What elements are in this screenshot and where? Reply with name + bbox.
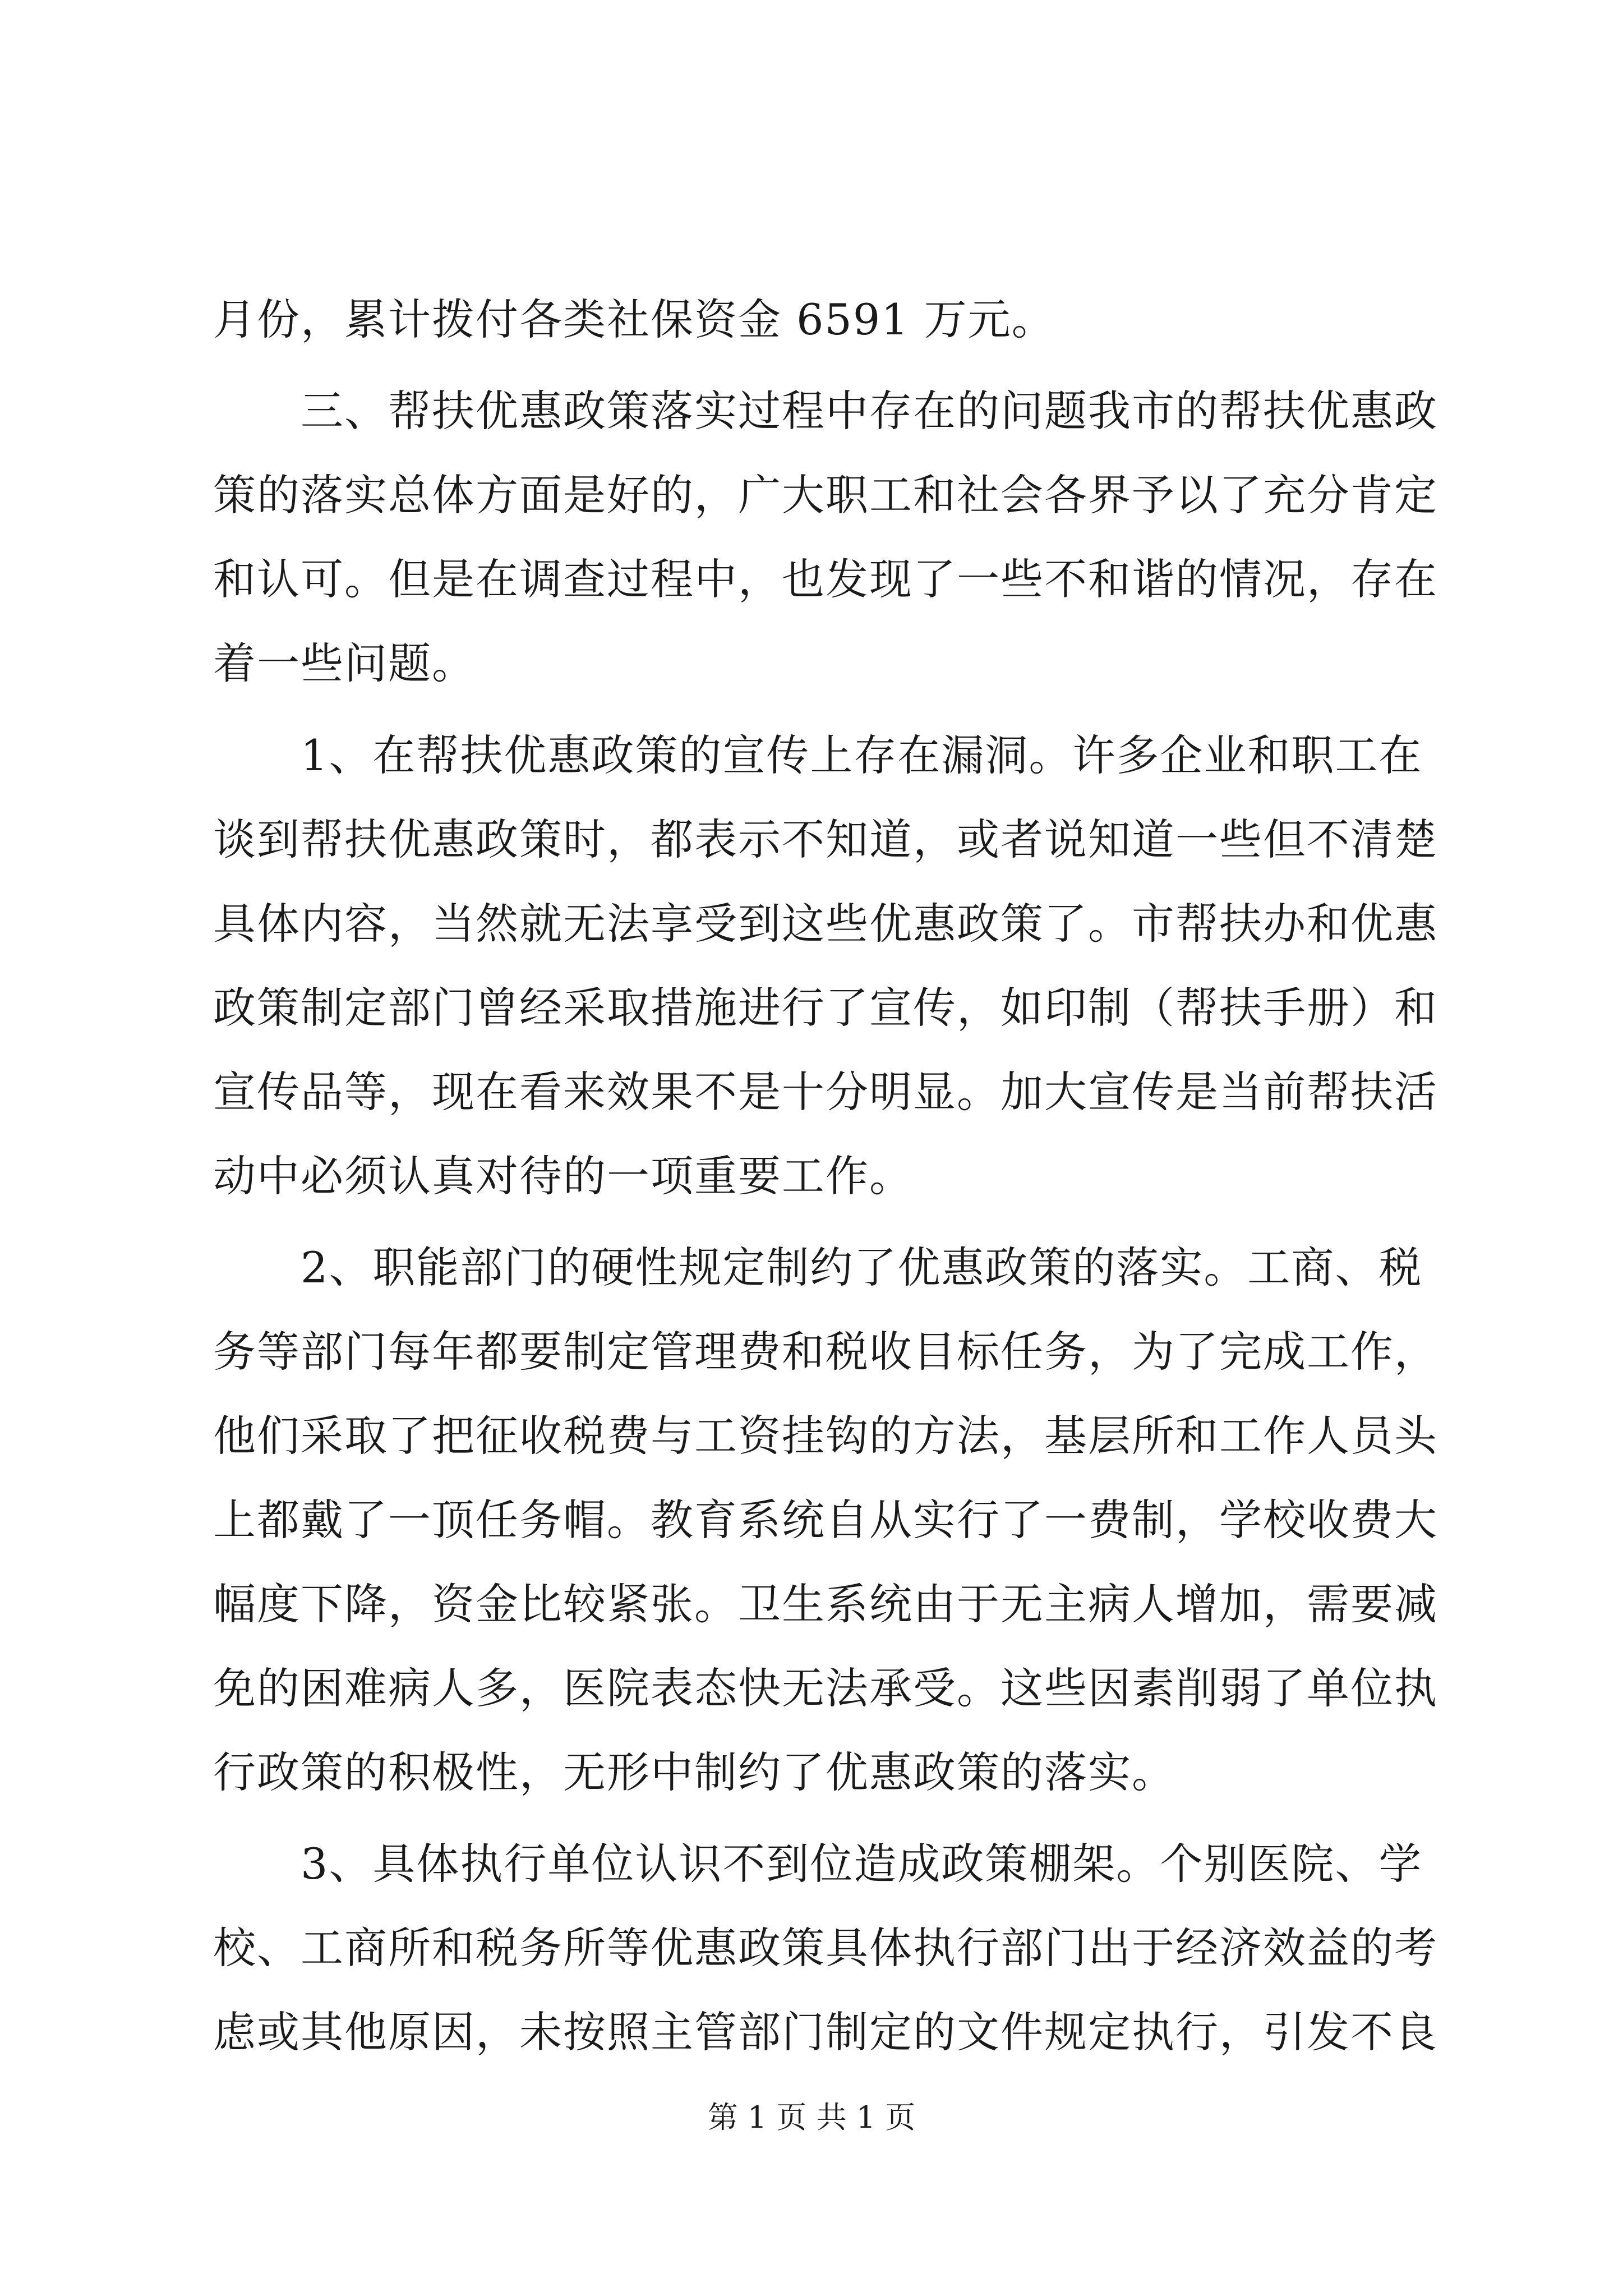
text-line: 动中必须认真对待的一项重要工作。 <box>213 1151 913 1201</box>
text-line: 虑或其他原因，未按照主管部门制定的文件规定执行，引发不良 <box>213 2007 1438 2057</box>
text-line: 宣传品等，现在看来效果不是十分明显。加大宣传是当前帮扶活 <box>213 1067 1438 1117</box>
text-line: 行政策的积极性，无形中制约了优惠政策的落实。 <box>213 1747 1175 1797</box>
text-line: 谈到帮扶优惠政策时，都表示不知道，或者说知道一些但不清楚 <box>213 815 1438 864</box>
text-line: 幅度下降，资金比较紧张。卫生系统由于无主病人增加，需要减 <box>213 1579 1438 1629</box>
text-line: 他们采取了把征收税费与工资挂钩的方法，基层所和工作人员头 <box>213 1411 1438 1461</box>
text-line: 策的落实总体方面是好的，广大职工和社会各界予以了充分肯定 <box>213 470 1438 520</box>
text-line: 校、工商所和税务所等优惠政策具体执行部门出于经济效益的考 <box>213 1923 1438 1973</box>
text-line: 着一些问题。 <box>213 638 476 688</box>
text-line: 政策制定部门曾经采取措施进行了宣传，如印制（帮扶手册）和 <box>213 983 1438 1033</box>
text-line: 务等部门每年都要制定管理费和税收目标任务，为了完成工作， <box>213 1327 1438 1377</box>
text-line: 三、帮扶优惠政策落实过程中存在的问题我市的帮扶优惠政 <box>213 386 1438 436</box>
text-line: 具体内容，当然就无法享受到这些优惠政策了。市帮扶办和优惠 <box>213 899 1438 949</box>
page-number-footer: 第 1 页 共 1 页 <box>707 2100 916 2135</box>
text-line: 月份，累计拨付各类社保资金 6591 万元。 <box>213 295 1055 344</box>
text-line: 1、在帮扶优惠政策的宣传上存在漏洞。许多企业和职工在 <box>213 730 1423 780</box>
text-line: 免的困难病人多，医院表态快无法承受。这些因素削弱了单位执 <box>213 1663 1438 1713</box>
text-line: 2、职能部门的硬性规定制约了优惠政策的落实。工商、税 <box>213 1243 1423 1292</box>
text-line: 3、具体执行单位认识不到位造成政策棚架。个别医院、学 <box>213 1839 1423 1889</box>
text-line: 和认可。但是在调查过程中，也发现了一些不和谐的情况，存在 <box>213 554 1438 604</box>
text-line: 上都戴了一顶任务帽。教育系统自从实行了一费制，学校收费大 <box>213 1495 1438 1545</box>
